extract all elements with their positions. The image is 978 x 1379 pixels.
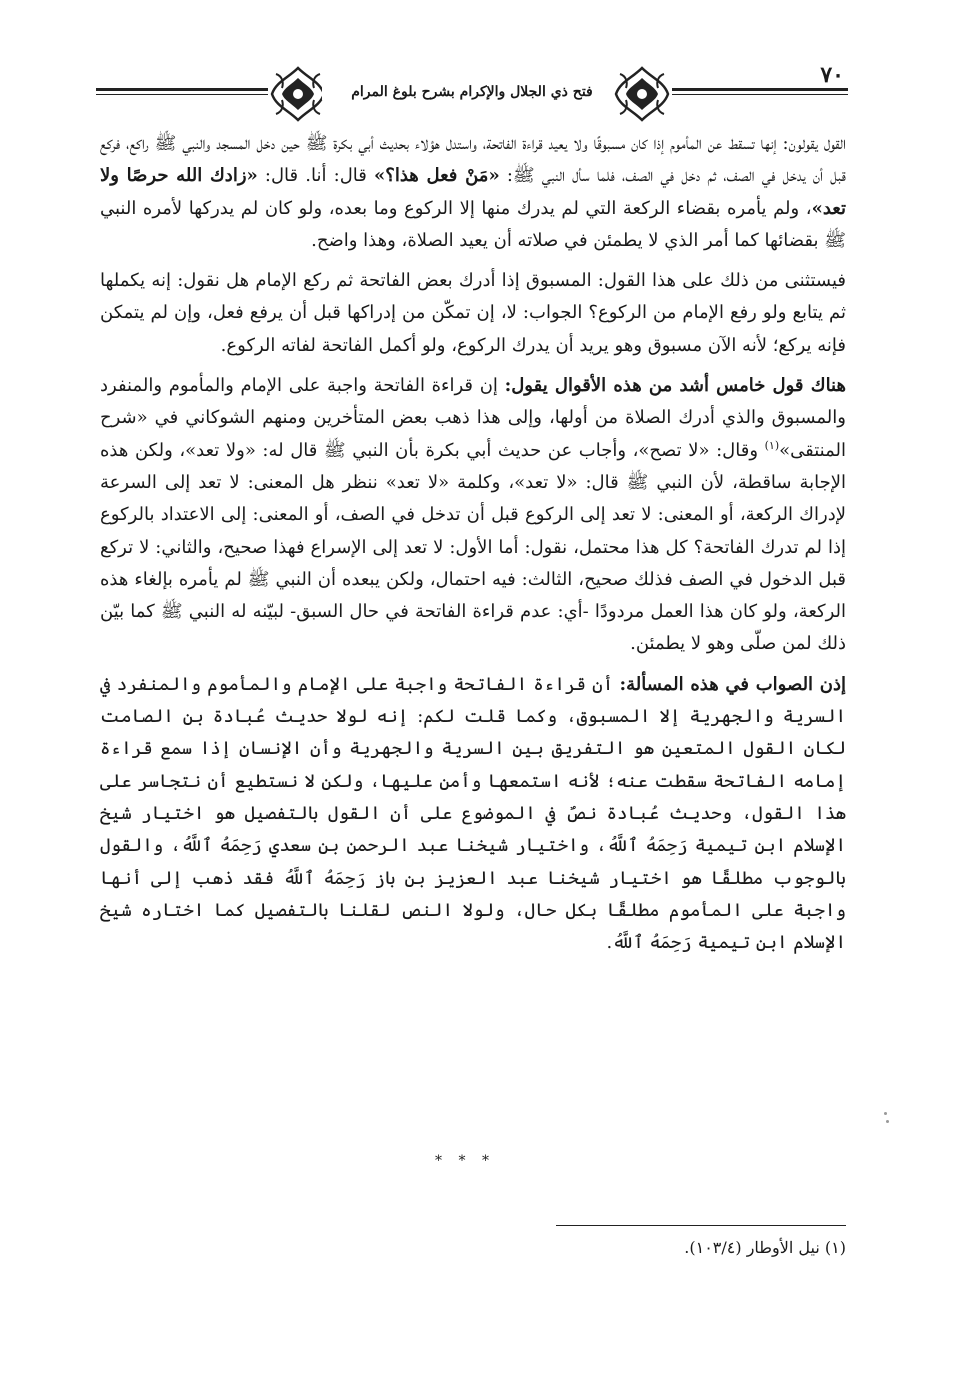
paragraph-text: ، ولم يأمره بقضاء الركعة التي لم يدرك منها إلا الركوع وما بعده، ولو كان لم يدركها لأمره النبي ﷺ بقضائها كما أمر الذي لا يطمئن في صلاته أن يعيد الصلاة، وهذا واضح. — [100, 197, 846, 251]
paragraph-lead: إذن الصواب في هذه المسألة: — [619, 673, 846, 695]
paragraph-lead: هناك قول خامس أشد من هذه الأقوال يقول: — [504, 375, 846, 397]
scan-speck — [884, 1112, 887, 1115]
paragraph-text: فيستثنى من ذلك على هذا القول: المسبوق إذا أدرك بعض الفاتحة ثم ركع الإمام هل نقول: إنه يكملها ثم يتابع ولو رفع الإمام من الركوع؟ الجواب: لا، إن تمكّن من إدراكها قبل أن يرفع فعل، وإن لم يتمكن فإنه يركع؛ لأنه الآن مسبوق وهو يريد أن يدرك الركوع، ولو أكمل الفاتحة لفاته الركوع. — [100, 270, 846, 356]
paragraph-text: إن قراءة الفاتحة واجبة على الإمام والمأموم والمنفرد والمسبوق والذي أدرك الصلاة من أولها، وإلى هذا ذهب بعض المتأخرين ومنهم الشوكاني في «شرح المنتقى» — [100, 375, 847, 461]
page-number: ٧٠ — [816, 62, 848, 88]
footnote-reference[interactable]: (١) — [764, 438, 780, 452]
left-ornament-icon — [268, 64, 328, 124]
paragraph-3 — [100, 370, 846, 661]
paragraph-4 — [100, 669, 846, 960]
paragraph-text: وقال: «لا تصح»، وأجاب عن حديث أبي بكرة بأن النبي ﷺ قال له: «ولا تعد»، ولكن هذه الإجابة ساقطة، لأن النبي ﷺ قال: «لا تعد»، وكلمة «لا تعد» ننظر هل المعنى: لا تعد إلى السرعة لإدراك الركعة، أو المعنى: لا تعد إلى الركوع قبل أن تدخل في الصف، أو المعنى: إلى الاعتداد بالركوع إذا لم تدرك الفاتحة؟ كل هذا محتمل، نقول: أما الأول: لا تعد إلى الإسراع فهذا صحيح، والثاني: لا تركع قبل الدخول في الصف فذلك صحيح، الثالث: فيه احتمال، ولكن يبعده أن النبي ﷺ لم يأمره بإلغاء هذه الركعة، ولو كان هذا العمل مردودًا -أي: عدم قراءة الفاتحة في حال السبق- لبيّنه له النبي ﷺ كما بيّن ذلك لمن صلّى وهو لا يطمئن. — [100, 439, 846, 655]
paragraph-text: القول يقولون: إنها تسقط عن المأموم إذا كان مسبوقًا ولا يعيد قراءة الفاتحة، واستدل هؤلاء بحديث أبي بكرة ﷺ حين دخل المسجد والنبي ﷺ راكع، فركع قبل أن يدخل في الصف، ثم دخل في الصف، فلما سأل النبي ﷺ: — [100, 133, 846, 187]
scan-speck — [886, 1120, 889, 1123]
paragraph-text: أن قراءة الفاتحة واجبة على الإمام والمأموم والمنفرد في السرية والجهرية إلا المسبوق، وكما قلت لكم: إنه لولا حديث عُبادة بن الصامت لكان القول المتعين هو التفريق بين السرية والجهرية وأن الإنسان إذا سمع قراءة إمامه الفاتحة سقطت عنه؛ لأنه استمعها وأمن عليها، ولكن لا نستطيع أن نتجاسر على هذا القول، وحديث عُبادة نصٌ في الموضوع على أن القول بالتفصيل هو اختيار شيخ الإسلام ابن تيمية رَحِمَهُ ٱللَّهُ، واختيار شيخنا عبد الرحمن بن سعدي رَحِمَهُ ٱللَّهُ، والقول بالوجوب مطلقًا هو اختيار شيخنا عبد العزيز بن باز رَحِمَهُ ٱللَّهُ فقد ذهب إلى أنها واجبة على المأموم مطلقًا بكل حال، ولولا النص لقلنا بالتفصيل كما اختاره شيخ الإسلام ابن تيمية رَحِمَهُ ٱللَّهُ. — [100, 673, 846, 954]
quote: «مَنْ فعل هذا؟» — [374, 165, 500, 187]
right-ornament-icon — [612, 64, 672, 124]
page-header — [96, 58, 848, 130]
paragraph-1 — [100, 128, 846, 257]
section-separator: * * * — [435, 1153, 495, 1169]
paragraph-text: قال: أنا. قال: — [257, 165, 375, 187]
quote: «زادك الله حرصًا ولا تعد» — [100, 165, 846, 219]
footnote: (١) نيل الأوطار (١٠٣/٤). — [684, 1238, 846, 1257]
footnote-rule — [556, 1225, 846, 1226]
body-text — [100, 128, 846, 959]
paragraph-2 — [100, 265, 846, 362]
running-title: فتح ذي الجلال والإكرام بشرح بلوغ المرام — [322, 84, 622, 100]
